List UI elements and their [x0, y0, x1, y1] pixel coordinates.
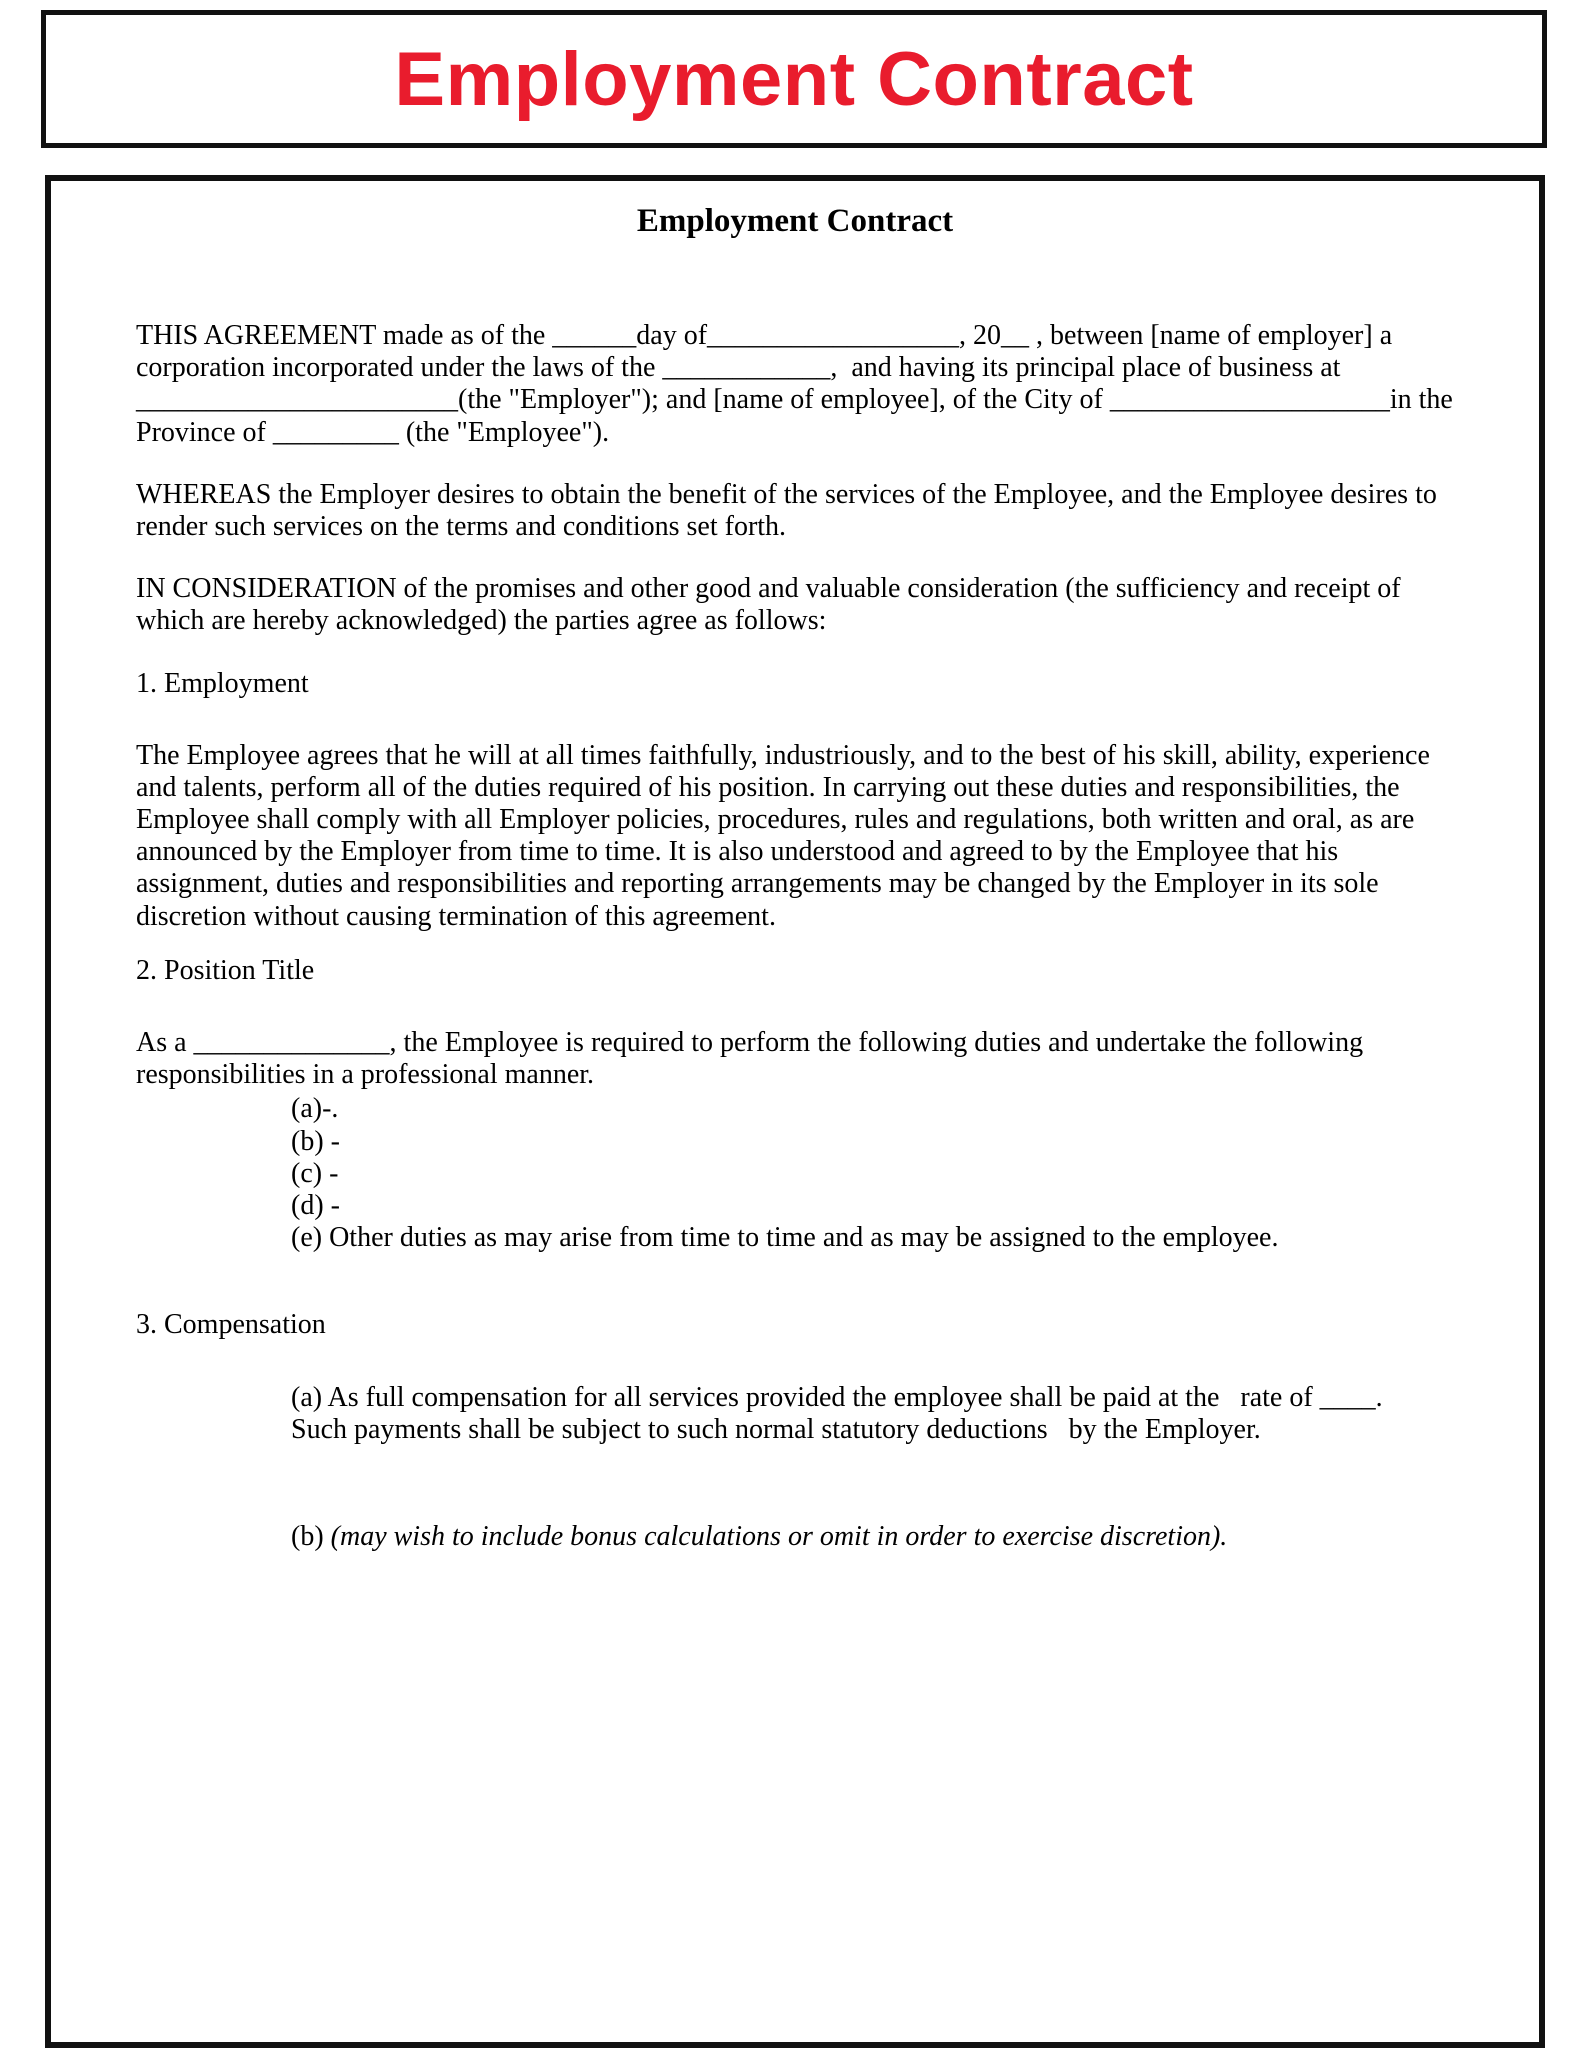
section-1-body: The Employee agrees that he will at all times faithfully, industriously, and to the best of his skill, ability, experience and talents, perform all of the duties required of his position. In carrying out these duties and responsibilities, the Employee shall comply with all Employer policies, procedures, rules and regulations, both written and oral, as are announced by the Employer from time to time. It is also understood and agreed to by the Employee that his assignment, duties and responsibilities and reporting arrangements may be changed by the Employer in its sole discretion without causing termination of this agreement. — [136, 739, 1437, 932]
compensation-item-b-label: (b) — [291, 1520, 331, 1552]
compensation-item-b — [291, 1521, 1424, 1553]
section-2-body: As a ______________, the Employee is required to perform the following duties and undertake the following responsibilities in a professional manner. — [136, 1027, 1371, 1091]
contract-body — [45, 175, 1545, 2048]
banner-title: Employment Contract — [394, 36, 1194, 122]
intro-paragraph: THIS AGREEMENT made as of the ______day of__________________, 20__ , between [name of employer] a corporation incorporated under the laws of the ____________, and having its principal place of business at _______________________(the "Employer"); and [name of employee], of the City of ____________________in the Province of _________ (the "Employee"). — [136, 320, 1460, 448]
document-title: Employment Contract — [636, 203, 954, 239]
section-1-heading: 1. Employment — [136, 667, 309, 699]
duties-list — [136, 1093, 1454, 1254]
whereas-paragraph: WHEREAS the Employer desires to obtain the benefit of the services of the Employee, and the Employee desires to render such services on the terms and conditions set forth. — [136, 478, 1444, 542]
compensation-item-a: (a) As full compensation for all services provided the employee shall be paid at the rate of ____. Such payments shall be subject to such normal statutory deductions by the Employer. — [291, 1381, 1390, 1445]
section-3-heading: 3. Compensation — [136, 1309, 326, 1341]
duty-item-e: (e) Other duties as may arise from time to time and as may be assigned to the employee. — [291, 1222, 1279, 1254]
consideration-paragraph: IN CONSIDERATION of the promises and other good and valuable consideration (the sufficiency and receipt of which are hereby acknowledged) the parties agree as follows: — [136, 573, 1408, 637]
duty-item-c: (c) - — [291, 1157, 339, 1189]
header-banner — [41, 10, 1547, 148]
compensation-item-b-note: (may wish to include bonus calculations or omit in order to exercise discretion). — [330, 1520, 1228, 1552]
duty-item-d: (d) - — [291, 1189, 340, 1221]
section-2-heading: 2. Position Title — [136, 954, 315, 986]
duty-item-b: (b) - — [291, 1125, 340, 1157]
duty-item-a: (a)-. — [291, 1093, 339, 1125]
